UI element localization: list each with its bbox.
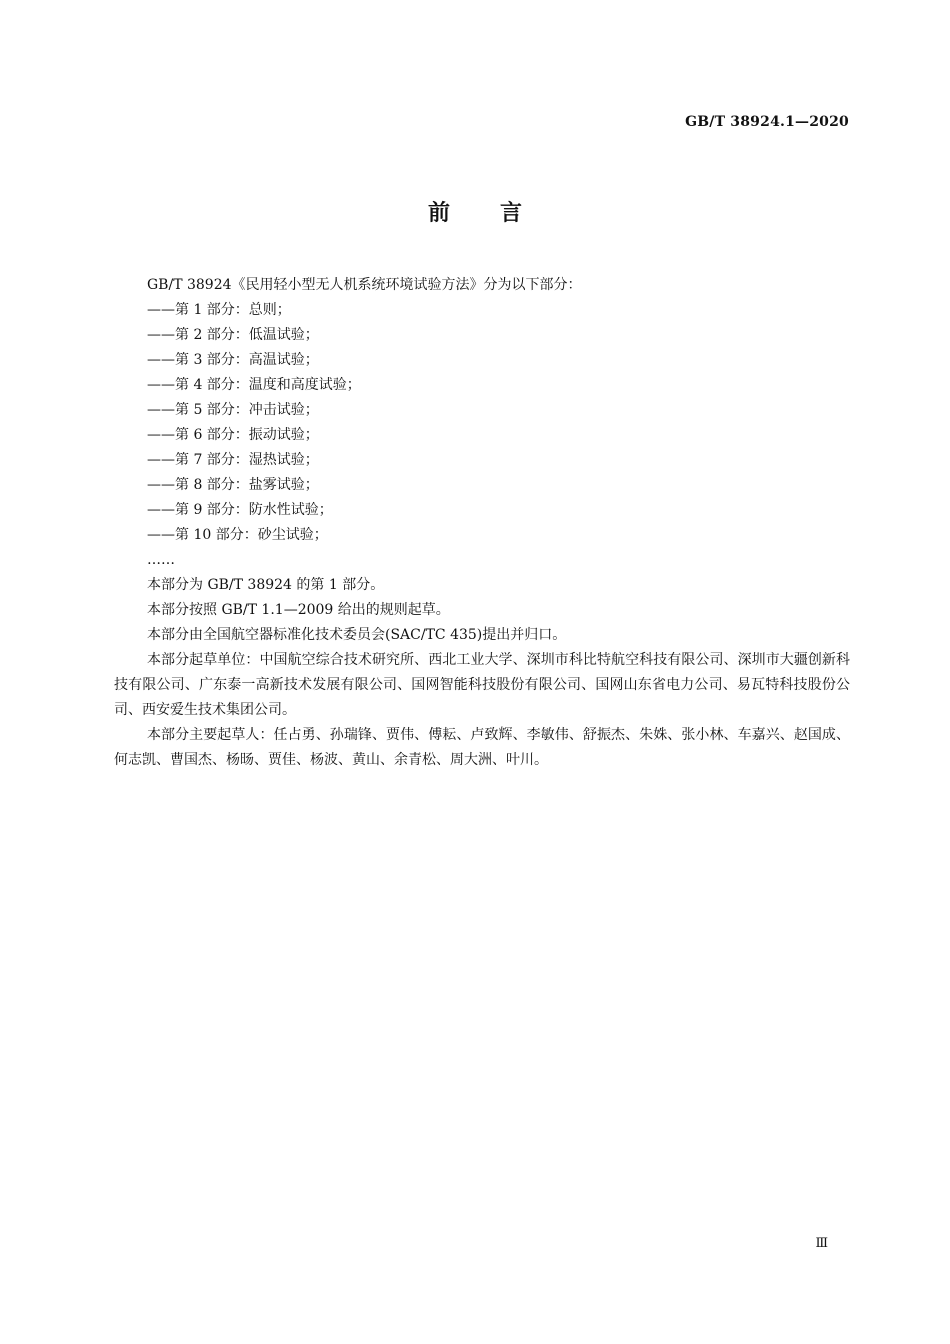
part-list-item: ——第 5 部分：冲击试验；	[147, 402, 319, 418]
part-list-item: ——第 10 部分：砂尘试验；	[147, 527, 328, 543]
part-list-item: ——第 6 部分：振动试验；	[147, 427, 319, 443]
part-list-item: ——第 1 部分：总则；	[147, 302, 291, 318]
drafting-units: 本部分起草单位：中国航空综合技术研究所、西北工业大学、深圳市科比特航空科技有限公司、深圳市大疆创新科技有限公司、广东泰一高新技术发展有限公司、国网智能科技股份有限公司、国网山东省电力公司、易瓦特科技股份公司、西安爱生技术集团公司。	[114, 652, 850, 718]
part-list-item: ——第 7 部分：湿热试验；	[147, 452, 319, 468]
part-statement: 本部分为 GB/T 38924 的第 1 部分。	[147, 577, 385, 593]
part-list-ellipsis: ……	[147, 552, 175, 568]
page-title: 前言	[427, 201, 572, 226]
drafting-rules-statement: 本部分按照 GB/T 1.1—2009 给出的规则起草。	[147, 602, 450, 618]
part-list-item: ——第 4 部分：温度和高度试验；	[147, 377, 361, 393]
part-list-item: ——第 8 部分：盐雾试验；	[147, 477, 319, 493]
drafters: 本部分主要起草人：任占勇、孙瑞锋、贾伟、傅耘、卢致辉、李敏伟、舒振杰、朱姝、张小林、车嘉兴、赵国成、何志凯、曹国杰、杨旸、贾佳、杨波、黄山、余青松、周大洲、叶川。	[114, 727, 850, 768]
standard-number: GB/T 38924.1—2020	[685, 114, 849, 130]
foreword-body	[114, 273, 850, 773]
proposer-statement: 本部分由全国航空器标准化技术委员会(SAC/TC 435)提出并归口。	[147, 627, 567, 643]
page-number: Ⅲ	[815, 1236, 828, 1251]
part-list-item: ——第 3 部分：高温试验；	[147, 352, 319, 368]
part-list-item: ——第 9 部分：防水性试验；	[147, 502, 333, 518]
intro-paragraph: GB/T 38924《民用轻小型无人机系统环境试验方法》分为以下部分：	[147, 277, 582, 293]
part-list-item: ——第 2 部分：低温试验；	[147, 327, 319, 343]
